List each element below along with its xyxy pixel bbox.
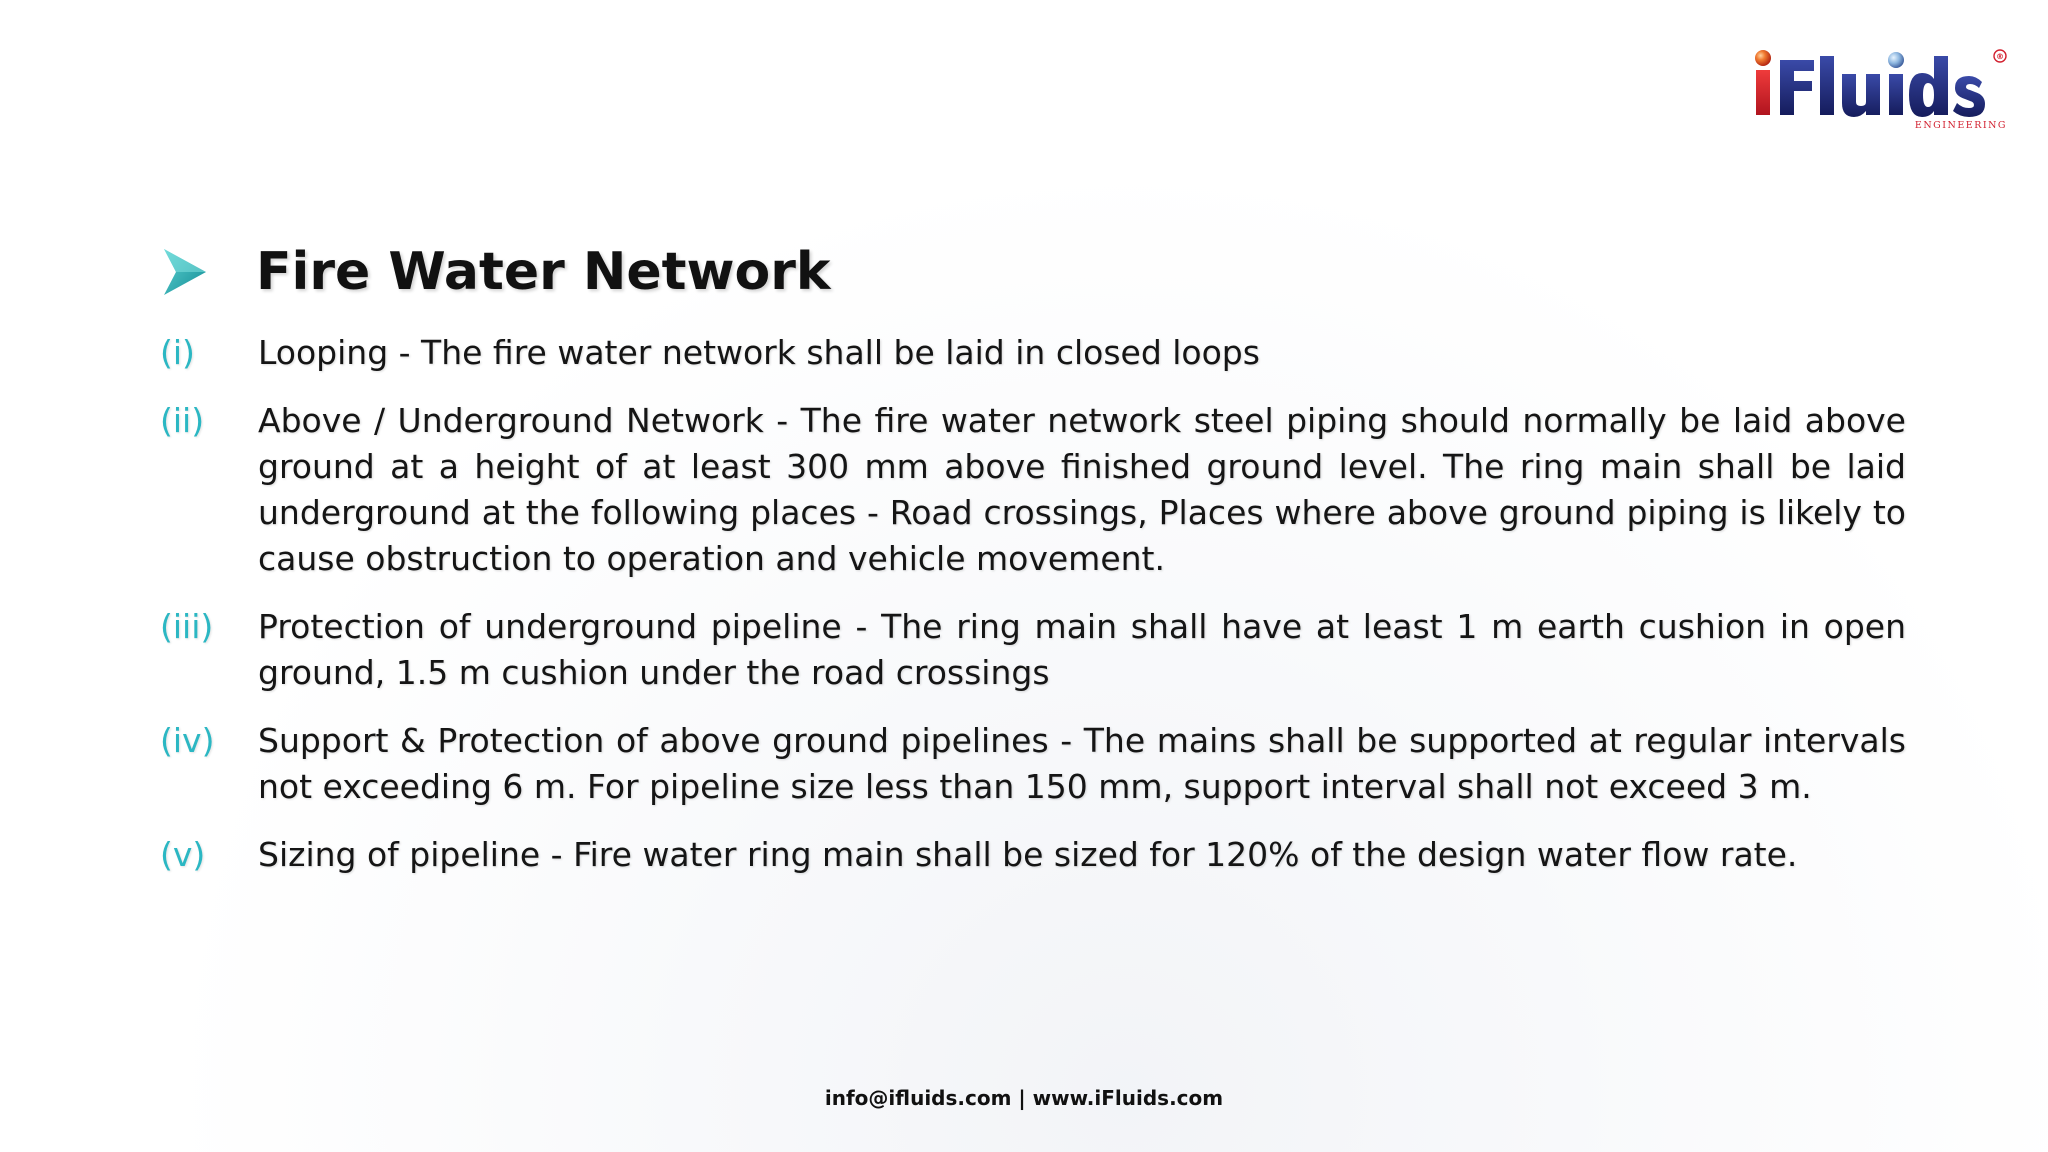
list-item	[160, 604, 1906, 696]
item-number: (v)	[160, 835, 206, 874]
requirements-list	[160, 330, 1906, 900]
item-text: Support & Protection of above ground pipelines - The mains shall be supported at regular intervals not exceeding 6 m. For pipeline size less than 150 mm, support interval shall not exceed 3 m.	[258, 721, 1906, 806]
item-text: Sizing of pipeline - Fire water ring main shall be sized for 120% of the design water flow rate.	[258, 835, 1798, 874]
ifluids-logo	[1750, 46, 2010, 136]
registered-mark: ®	[1996, 52, 2004, 61]
item-text: Protection of underground pipeline - The ring main shall have at least 1 m earth cushion in open ground, 1.5 m cushion under the road crossings	[258, 607, 1906, 692]
list-item	[160, 832, 1906, 878]
list-item	[160, 718, 1906, 810]
section-heading	[162, 236, 830, 308]
footer-contact: info@ifluids.com | www.iFluids.com	[824, 1086, 1224, 1110]
list-item	[160, 398, 1906, 582]
arrow-bullet-icon	[162, 247, 208, 297]
logo-subtitle: ENGINEERING	[1914, 120, 2007, 131]
item-number: (ii)	[160, 401, 205, 440]
item-text: Above / Underground Network - The fire water network steel piping should normally be laid above ground at a height of at least 300 mm above finished ground level. The ring main shall be laid underground at the following places - Road crossings, Places where above ground piping is likely to cause obstruction to operation and vehicle movement.	[258, 401, 1906, 578]
item-text: Looping - The fire water network shall be laid in closed loops	[258, 333, 1260, 372]
page-title: Fire Water Network	[256, 242, 831, 302]
list-item	[160, 330, 1906, 376]
item-number: (iv)	[160, 721, 215, 760]
item-number: (iii)	[160, 607, 214, 646]
item-number: (i)	[160, 333, 195, 372]
